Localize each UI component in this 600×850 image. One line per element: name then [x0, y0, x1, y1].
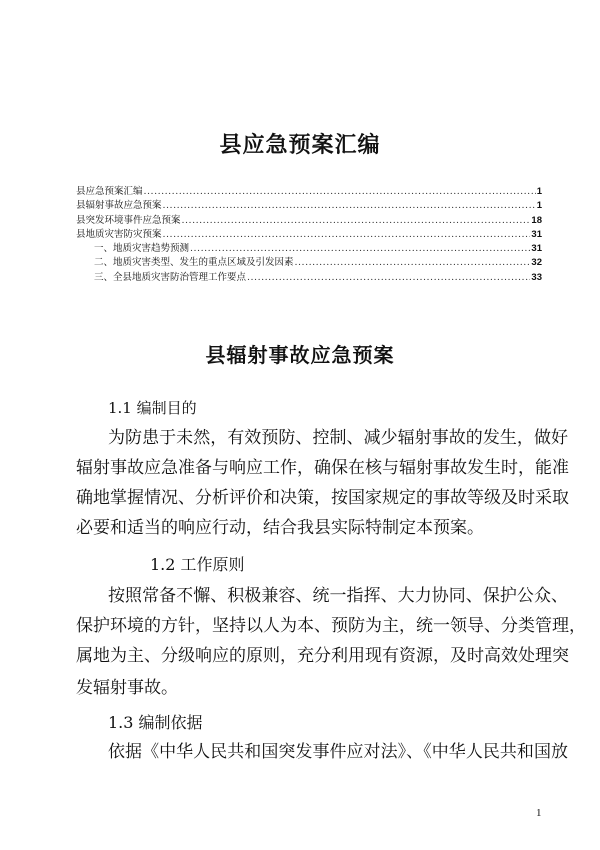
heading-principles: 1.2 工作原则 — [150, 555, 245, 574]
text-line: 辐射事故应急准备与响应工作，确保在核与辐射事故发生时，能准 — [76, 458, 569, 478]
toc-leader — [163, 200, 536, 211]
toc-label: 县应急预案汇编 — [76, 186, 143, 197]
text-line: 依据《中华人民共和国突发事件应对法》、《中华人民共和国放 — [108, 742, 568, 762]
toc-entry[interactable] — [76, 183, 542, 197]
toc-entry[interactable] — [76, 197, 542, 211]
text-line: 属地为主、分级响应的原则，充分利用现有资源，及时高效处理突 — [76, 646, 569, 666]
toc-label: 县辐射事故应急预案 — [76, 200, 162, 212]
text-line: 确地掌握情况、分析评价和决策，按国家规定的事故等级及时采取 — [76, 488, 569, 508]
toc-label: 二、地质灾害类型、发生的重点区域及引发因素 — [94, 257, 294, 269]
toc-subentry[interactable] — [76, 269, 542, 283]
toc-page: 32 — [531, 257, 542, 269]
paragraph-basis — [76, 737, 568, 767]
document-title: 县应急预案汇编 — [219, 133, 381, 158]
page-number: 1 — [536, 807, 542, 819]
text-line: 发辐射事故。 — [76, 678, 178, 698]
toc-label: 县地质灾害防灾预案 — [76, 228, 162, 240]
toc-page: 18 — [531, 214, 542, 226]
toc-label: 县突发环境事件应急预案 — [76, 214, 181, 226]
text-line: 按照常备不懈、积极兼容、统一指挥、大力协同、保护公众、 — [108, 586, 568, 606]
paragraph-purpose — [76, 423, 568, 543]
toc-leader — [190, 243, 530, 254]
toc-page: 31 — [531, 228, 542, 240]
toc-label: 一、地质灾害趋势预测 — [94, 243, 190, 255]
toc-leader — [247, 272, 530, 283]
text-line: 必要和适当的响应行动，结合我县实际特制定本预案。 — [76, 518, 484, 538]
toc-page: 1 — [536, 186, 542, 197]
table-of-contents — [76, 183, 542, 283]
toc-entry[interactable] — [76, 212, 542, 226]
toc-leader — [163, 229, 531, 240]
paragraph-principles — [76, 581, 586, 703]
toc-page: 1 — [536, 200, 542, 212]
toc-subentry[interactable] — [76, 254, 542, 268]
toc-subentry[interactable] — [76, 240, 542, 254]
toc-leader — [144, 186, 536, 197]
text-line: 为防患于未然，有效预防、控制、减少辐射事故的发生，做好 — [108, 428, 568, 448]
toc-leader — [182, 215, 531, 226]
section-title: 县辐射事故应急预案 — [205, 343, 395, 367]
toc-leader — [295, 257, 531, 268]
toc-page: 33 — [531, 271, 542, 283]
toc-page: 31 — [531, 243, 542, 255]
text-line: 保护环境的方针，坚持以人为本、预防为主，统一领导、分类管理， — [76, 616, 586, 636]
toc-label: 三、全县地质灾害防治管理工作要点 — [94, 271, 247, 283]
heading-purpose: 1.1 编制目的 — [108, 399, 197, 417]
heading-basis: 1.3 编制依据 — [108, 713, 203, 732]
toc-entry[interactable] — [76, 226, 542, 240]
